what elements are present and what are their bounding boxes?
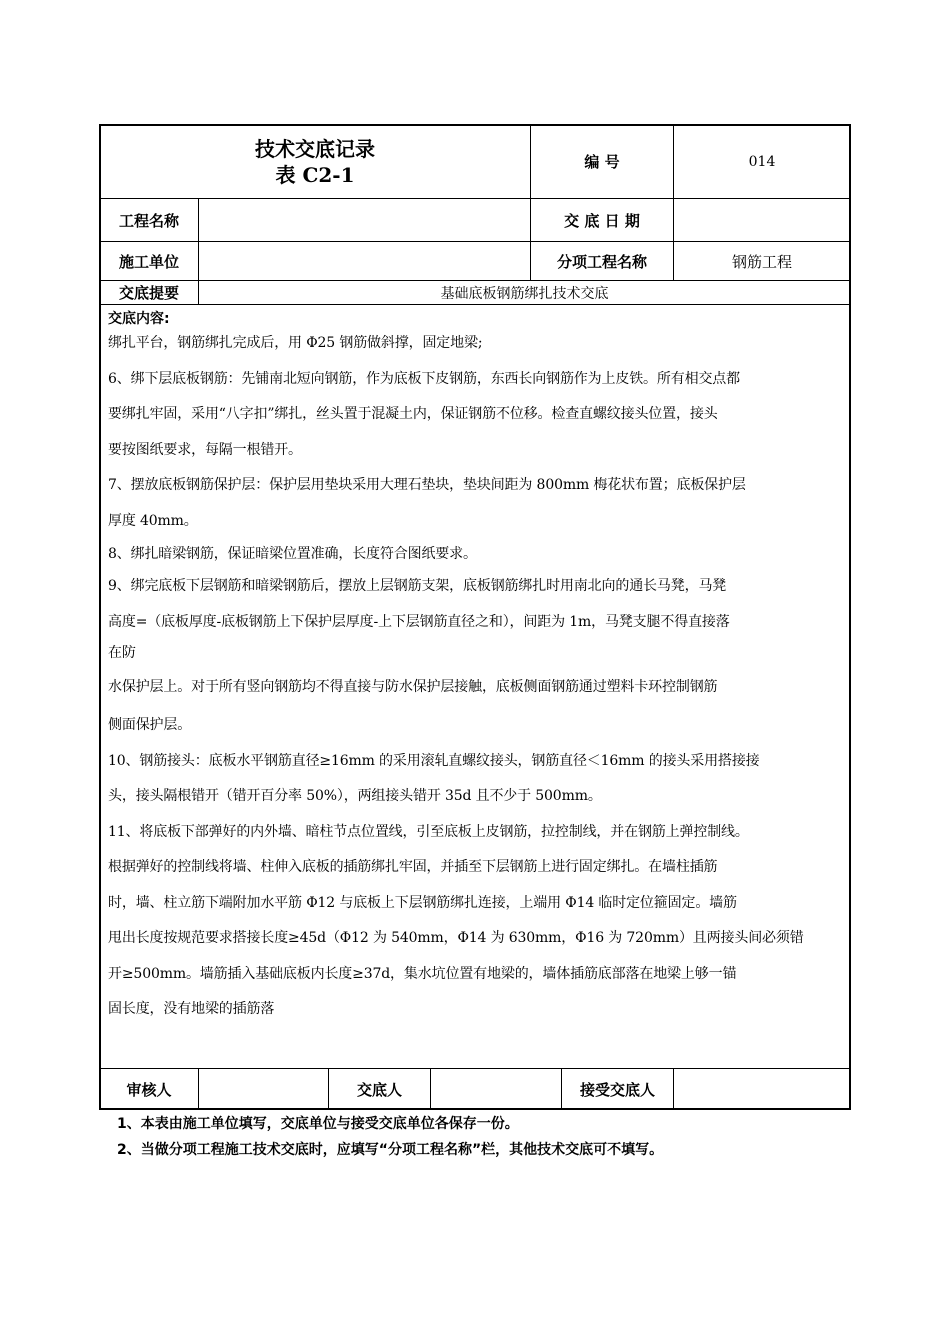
content-line: 时，墙、柱立筋下端附加水平筋 Φ12 与底板上下层钢筋绑扎连接，上端用 Φ14 临时定位箍固定。墙筋 (108, 894, 737, 911)
content-line: 11、将底板下部弹好的内外墙、暗柱节点位置线，引至底板上皮钢筋，拉控制线，并在钢筋上弹控制线。 (108, 823, 749, 840)
footnote: 2、当做分项工程施工技术交底时，应填写“分项工程名称”栏，其他技术交底可不填写。 (117, 1142, 664, 1158)
receiver-value[interactable] (674, 1069, 850, 1109)
content-line: 6、绑下层底板钢筋：先铺南北短向钢筋，作为底板下皮钢筋，东西长向钢筋作为上皮铁。所有相交点都 (108, 370, 741, 387)
content-line: 厚度 40mm。 (108, 512, 198, 529)
content-line: 9、绑完底板下层钢筋和暗梁钢筋后，摆放上层钢筋支架，底板钢筋绑扎时用南北向的通长马凳，马凳 (108, 578, 727, 594)
content-line: 根据弹好的控制线将墙、柱伸入底板的插筋绑扎牢固，并插至下层钢筋上进行固定绑扎。在墙柱插筋 (108, 859, 718, 875)
subproject-label: 分项工程名称 (556, 252, 647, 271)
date-label: 交 底 日 期 (564, 211, 640, 230)
content-body (108, 326, 844, 1028)
contractor-label: 施工单位 (118, 252, 179, 271)
content-line: 开≥500mm。墙筋插入基础底板内长度≥37d，集水坑位置有地梁的，墙体插筋底部落在地梁上够一锚 (108, 965, 737, 982)
footnote: 1、本表由施工单位填写，交底单位与接受交底单位各保存一份。 (117, 1116, 519, 1132)
content-line: 绑扎平台，钢筋绑扎完成后，用 Φ25 钢筋做斜撑，固定地梁; (108, 335, 483, 351)
reviewer-label: 审核人 (126, 1080, 172, 1099)
title-line-2: 表 C2-1 (275, 162, 355, 187)
summary-value: 基础底板钢筋绑扎技术交底 (440, 285, 609, 302)
content-line: 在防 (108, 645, 136, 661)
content-line: 甩出长度按规范要求搭接长度≥45d（Φ12 为 540mm，Φ14 为 630mm，Φ16 为 720mm）且两接头间必须错 (108, 930, 804, 946)
receiver-label: 接受交底人 (579, 1080, 655, 1099)
row-divider (100, 304, 850, 305)
content-line: 要按图纸要求，每隔一根错开。 (108, 441, 302, 458)
reviewer-value[interactable] (199, 1069, 328, 1109)
title-line-1: 技术交底记录 (255, 136, 375, 161)
discloser-value[interactable] (431, 1069, 561, 1109)
content-line: 高度=（底板厚度-底板钢筋上下保护层厚度-上下层钢筋直径之和），间距为 1m，马凳支腿不得直接落 (108, 613, 730, 630)
document-title (100, 125, 530, 198)
content-line: 10、钢筋接头：底板水平钢筋直径≥16mm 的采用滚轧直螺纹接头，钢筋直径＜16mm 的接头采用搭接接 (108, 752, 760, 769)
number-value: 014 (748, 153, 776, 170)
content-label: 交底内容: (108, 311, 170, 327)
contractor-value[interactable] (199, 242, 530, 280)
project-name-label: 工程名称 (118, 211, 179, 230)
subproject-value: 钢筋工程 (731, 252, 792, 271)
content-line: 要绑扎牢固，采用“八字扣”绑扎，丝头置于混凝土内，保证钢筋不位移。检查直螺纹接头位置，接头 (108, 406, 718, 422)
content-line: 固长度，没有地梁的插筋落 (108, 1001, 275, 1017)
content-line: 头，接头隔根错开（错开百分率 50%），两组接头错开 35d 且不少于 500mm。 (108, 788, 602, 804)
content-line: 7、摆放底板钢筋保护层：保护层用垫块采用大理石垫块，垫块间距为 800mm 梅花状布置；底板保护层 (108, 477, 746, 493)
content-line: 侧面保护层。 (108, 717, 192, 733)
summary-label: 交底提要 (118, 284, 179, 302)
discloser-label: 交底人 (356, 1080, 402, 1099)
project-name-value[interactable] (199, 199, 530, 241)
date-value[interactable] (674, 199, 850, 241)
content-line: 8、绑扎暗梁钢筋，保证暗梁位置准确，长度符合图纸要求。 (108, 546, 477, 562)
footnotes (117, 1111, 663, 1163)
disclosure-content (108, 309, 844, 1028)
content-line: 水保护层上。对于所有竖向钢筋均不得直接与防水保护层接触，底板侧面钢筋通过塑料卡环控制钢筋 (108, 679, 718, 695)
number-label: 编 号 (584, 153, 620, 171)
